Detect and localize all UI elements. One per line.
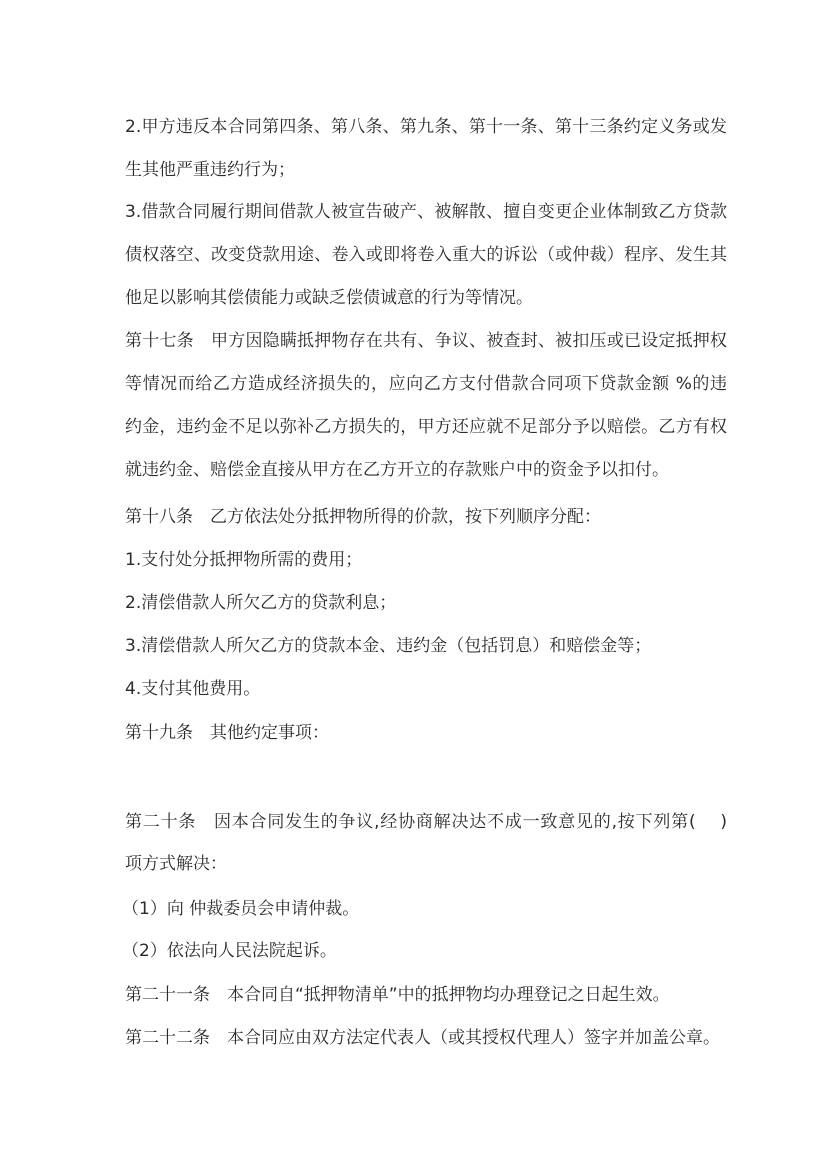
text-line: 第十九条 其他约定事项： xyxy=(125,723,329,743)
text-line: 生其他严重违约行为； xyxy=(125,160,295,180)
text-line: 他足以影响其偿债能力或缺乏偿债诚意的行为等情况。 xyxy=(125,288,533,308)
text-line: 1.支付处分抵押物所需的费用； xyxy=(125,550,363,570)
text-line: 债权落空、改变贷款用途、卷入或即将卷入重大的诉讼（或仲裁）程序、发生其 xyxy=(125,245,727,265)
text-line: 约金，违约金不足以弥补乙方损失的，甲方还应就不足部分予以赔偿。乙方有权 xyxy=(125,417,727,437)
text-line: 第二十一条 本合同自“抵押物清单”中的抵押物均办理登记之日起生效。 xyxy=(125,985,670,1005)
text-line: 4.支付其他费用。 xyxy=(125,679,261,699)
text-line: 等情况而给乙方造成经济损失的，应向乙方支付借款合同项下贷款金额 %的违 xyxy=(125,374,727,394)
text-line: 第十八条 乙方依法处分抵押物所得的价款，按下列顺序分配： xyxy=(125,507,601,527)
text-line: 就违约金、赔偿金直接从甲方在乙方开立的存款账户中的资金予以扣付。 xyxy=(125,460,669,480)
text-line: 3.清偿借款人所欠乙方的贷款本金、违约金（包括罚息）和赔偿金等； xyxy=(125,636,652,656)
text-line: 第二十条 因本合同发生的争议,经协商解决达不成一致意见的,按下列第( ) xyxy=(125,812,727,832)
text-line: 2.甲方违反本合同第四条、第八条、第九条、第十一条、第十三条约定义务或发 xyxy=(125,117,727,137)
text-line: 第十七条 甲方因隐瞒抵押物存在共有、争议、被查封、被扣压或已设定抵押权 xyxy=(125,331,727,351)
text-line: 2.清偿借款人所欠乙方的贷款利息； xyxy=(125,593,397,613)
text-line: 3.借款合同履行期间借款人被宣告破产、被解散、擅自变更企业体制致乙方贷款 xyxy=(125,202,727,222)
text-line: 第二十二条 本合同应由双方法定代表人（或其授权代理人）签字并加盖公章。 xyxy=(125,1028,720,1048)
text-line: （2）依法向人民法院起诉。 xyxy=(122,941,337,961)
text-line: 项方式解决： xyxy=(125,854,227,874)
text-line: （1）向 仲裁委员会申请仲裁。 xyxy=(122,899,360,919)
